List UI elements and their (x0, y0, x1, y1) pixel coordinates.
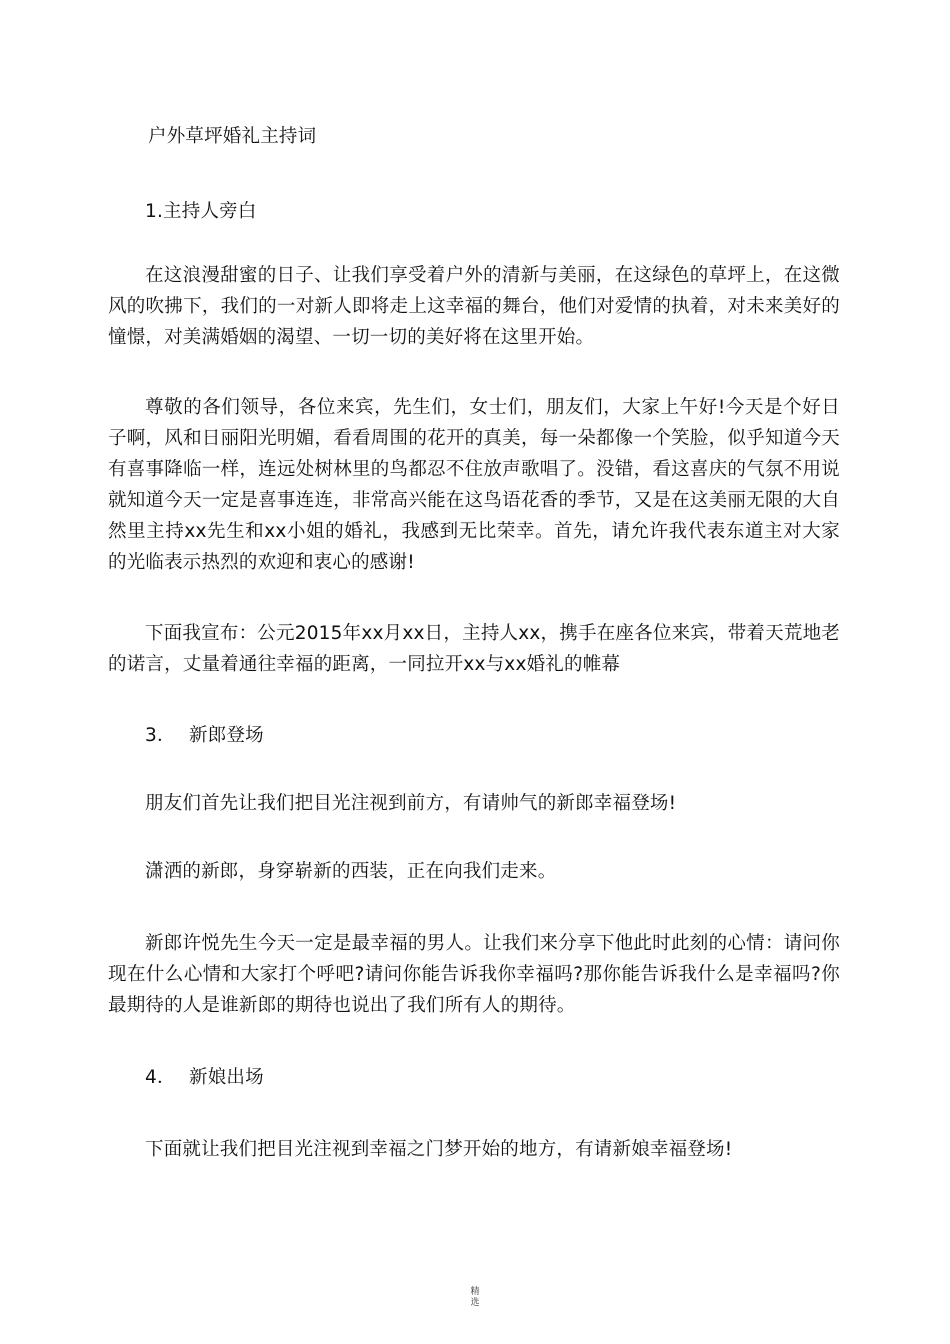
paragraph-opening-narration: 在这浪漫甜蜜的日子、让我们享受着户外的清新与美丽，在这绿色的草坪上，在这微风的吹拂下，我们的一对新人即将走上这幸福的舞台，他们对爱情的执着，对未来美好的憧憬，对美满婚姻的渴望、一切一切的美好将在这里开始。 (108, 265, 840, 348)
paragraph-bride-invite: 下面就让我们把目光注视到幸福之门梦开始的地方，有请新娘幸福登场! (145, 1139, 733, 1160)
paragraph-groom-invite: 朋友们首先让我们把目光注视到前方，有请帅气的新郎幸福登场! (145, 793, 677, 814)
section-title: 新娘出场 (189, 1067, 264, 1088)
section-heading-bride (145, 1064, 264, 1092)
document-title: 户外草坪婚礼主持词 (148, 126, 317, 147)
paragraph-groom-entrance: 潇洒的新郎，身穿崭新的西装，正在向我们走来。 (145, 861, 557, 882)
section-heading-groom (145, 722, 264, 750)
paragraph-groom-interview: 新郎许悦先生今天一定是最幸福的男人。让我们来分享下他此时此刻的心情：请问你现在什么心情和大家打个呼吧?请问你能告诉我你幸福吗?那你能告诉我什么是幸福吗?你最期待的人是谁新郎的期待也说出了我们所有人的期待。 (108, 933, 840, 1016)
footer-char: 精 (470, 1287, 480, 1297)
section-title: 新郎登场 (189, 725, 264, 746)
paragraph-welcome-speech: 尊敬的各们领导，各位来宾，先生们，女士们，朋友们，大家上午好!今天是个好日子啊，风和日丽阳光明媚，看看周围的花开的真美，每一朵都像一个笑脸，似乎知道今天有喜事降临一样，连远处树林里的鸟都忍不住放声歌唱了。没错，看这喜庆的气氛不用说就知道今天一定是喜事连连，非常高兴能在这鸟语花香的季节，又是在这美丽无限的大自然里主持xx先生和xx小姐的婚礼，我感到无比荣幸。首先，请允许我代表东道主对大家的光临表示热烈的欢迎和衷心的感谢! (108, 397, 840, 573)
section-number: 3． (145, 725, 176, 746)
footer-char: 选 (470, 1298, 480, 1308)
section-number: 4． (145, 1067, 176, 1088)
page-footer-mark (465, 1287, 485, 1309)
paragraph-announcement: 下面我宣布：公元2015年xx月xx日，主持人xx，携手在座各位来宾，带着天荒地老的诺言，丈量着通往幸福的距离，一同拉开xx与xx婚礼的帷幕 (108, 623, 840, 675)
section-heading-narration: 1.主持人旁白 (145, 201, 257, 222)
